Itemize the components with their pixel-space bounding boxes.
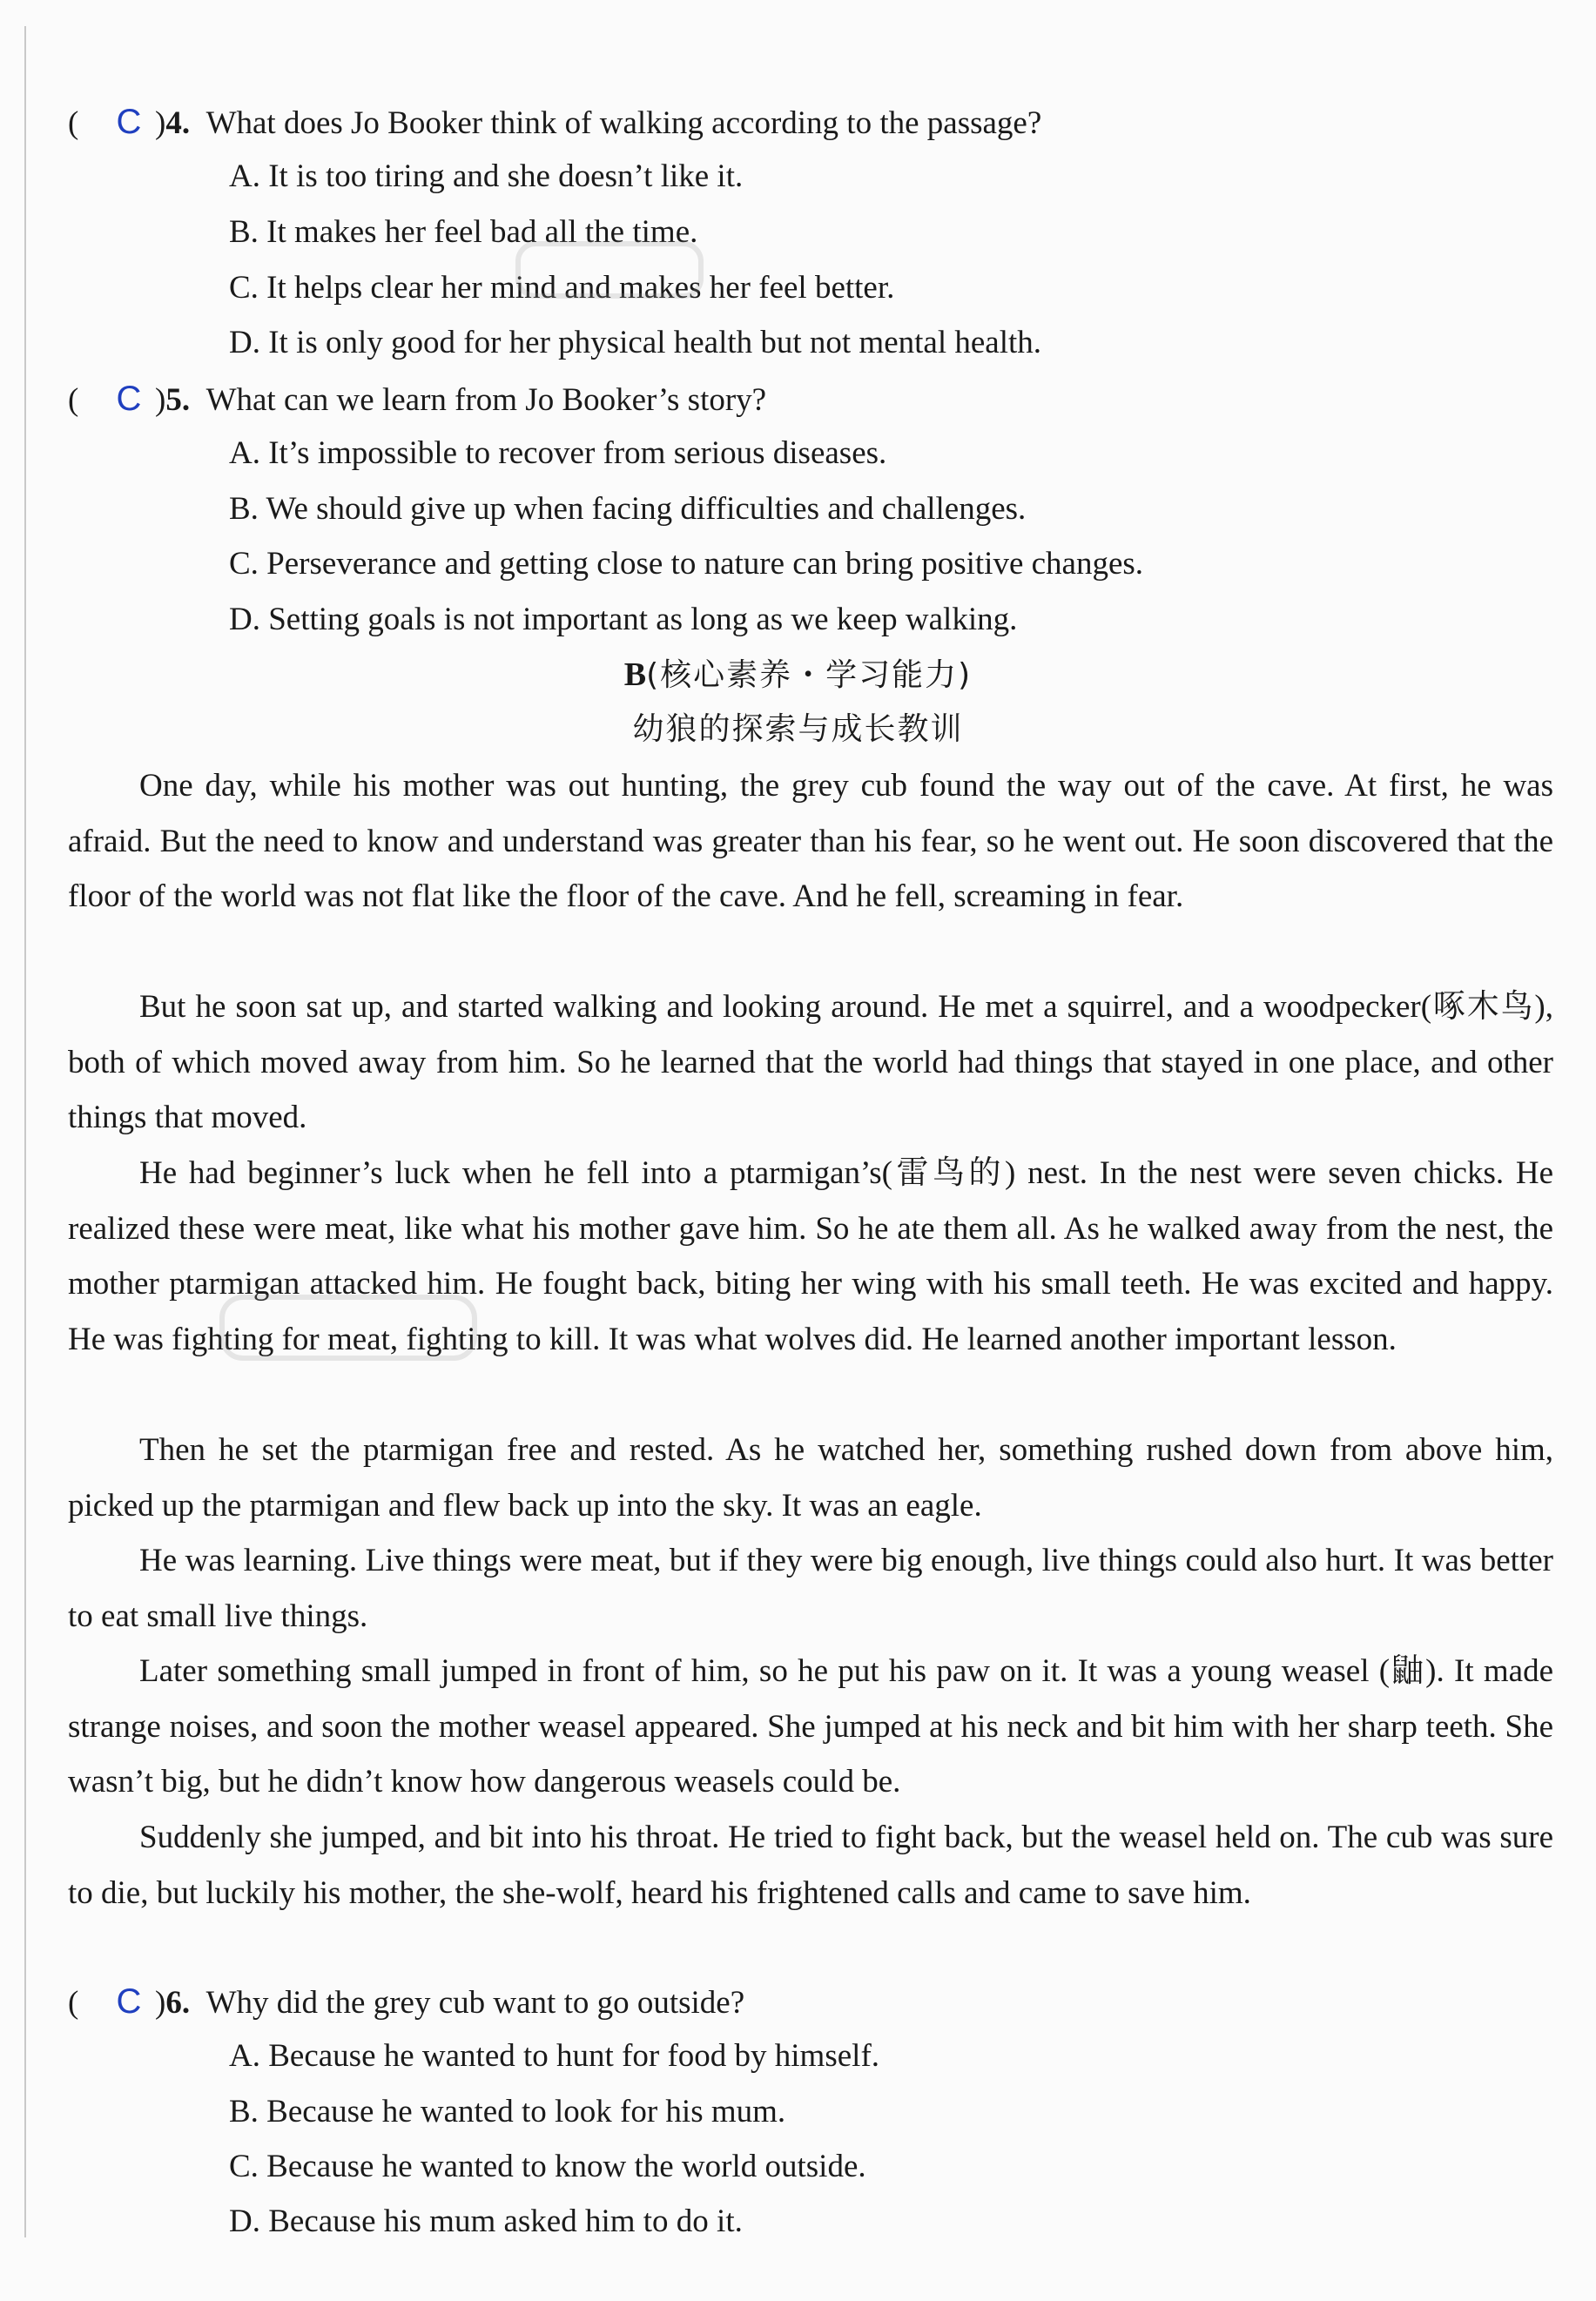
margin-line	[24, 26, 26, 2237]
option-4d: D. It is only good for her physical health but not mental health.	[229, 325, 1042, 360]
passage-paragraph-1: One day, while his mother was out hunting, the grey cub found the way out of the cave. At first, he was afraid. But the need to know and understand was greater than his fear, so he went out. He soon discovered that the floor of the world was not flat like the floor of the cave. And he fell, screaming in fear.	[68, 768, 1553, 914]
answer-paren-open: (	[68, 382, 79, 418]
passage-paragraph-6: Later something small jumped in front of him, so he put his paw on it. It was a young weasel (鼬). It made strange noises, and soon the mother weasel appeared. She jumped at his neck and bit him with her sharp teeth. She wasn’t big, but he didn’t know how dangerous weasels could be.	[68, 1653, 1553, 1800]
option-6a: A. Because he wanted to hunt for food by himself.	[229, 2038, 880, 2074]
answer-4: C	[116, 103, 142, 141]
option-4c: C. It helps clear her mind and makes her feel better.	[229, 270, 895, 306]
option-6c: C. Because he wanted to know the world outside.	[229, 2149, 866, 2184]
question-number: 4.	[165, 105, 191, 141]
passage-paragraph-2: But he soon sat up, and started walking and looking around. He met a squirrel, and a woodpecker(啄木鸟), both of which moved away from him. So he learned that the world had things that stayed in one place, and other things that moved.	[68, 989, 1553, 1135]
question-text: Why did the grey cub want to go outside?	[205, 1985, 745, 2021]
answer-paren-open: (	[68, 105, 79, 141]
question-number: 5.	[165, 382, 191, 418]
watermark-mark-1	[514, 235, 705, 305]
option-5a: A. It’s impossible to recover from serious diseases.	[229, 435, 887, 471]
option-5d: D. Setting goals is not important as long as we keep walking.	[229, 602, 1018, 637]
question-4	[68, 102, 1041, 144]
question-5	[68, 379, 766, 421]
section-title: 幼狼的探索与成长教训	[632, 711, 964, 747]
watermark-mark-2	[218, 1288, 479, 1367]
passage-paragraph-3: He had beginner’s luck when he fell into a ptarmigan’s(雷鸟的) nest. In the nest were seven chicks. He realized these were meat, like what his mother gave him. So he ate them all. As he walked away from the nest, the mother ptarmigan attacked him. He fought back, biting her wing with his small teeth. He was excited and happy. He was fighting for meat, fighting to kill. It was what wolves did. He learned another important lesson.	[68, 1155, 1553, 1357]
option-5c: C. Perseverance and getting close to nature can bring positive changes.	[229, 546, 1144, 582]
option-5b: B. We should give up when facing difficulties and challenges.	[229, 491, 1027, 527]
answer-paren-close: )	[155, 1985, 166, 2021]
question-text: What does Jo Booker think of walking according to the passage?	[205, 105, 1042, 141]
answer-paren-close: )	[155, 382, 166, 418]
passage-paragraph-7: Suddenly she jumped, and bit into his throat. He tried to fight back, but the weasel held on. The cub was sure to die, but luckily his mother, the she-wolf, heard his frightened calls and came to save him.	[68, 1820, 1553, 1911]
question-6	[68, 1981, 744, 2023]
question-number: 6.	[165, 1985, 191, 2021]
passage-paragraph-5: He was learning. Live things were meat, but if they were big enough, live things could also hurt. It was better to eat small live things.	[68, 1543, 1553, 1634]
passage-paragraph-4: Then he set the ptarmigan free and rested. As he watched her, something rushed down from above him, picked up the ptarmigan and flew back up into the sky. It was an eagle.	[68, 1432, 1553, 1524]
option-4b: B. It makes her feel bad all the time.	[229, 214, 698, 250]
option-6b: B. Because he wanted to look for his mum.	[229, 2094, 786, 2129]
option-4a: A. It is too tiring and she doesn’t like it.	[229, 158, 744, 194]
answer-paren-close: )	[155, 105, 166, 141]
section-heading	[0, 655, 1596, 696]
question-text: What can we learn from Jo Booker’s story?	[205, 382, 767, 418]
section-category: (核心素养・学习能力)	[646, 657, 973, 693]
answer-paren-open: (	[68, 1985, 79, 2021]
section-label: B	[623, 656, 647, 693]
answer-6: C	[116, 1982, 142, 2021]
answer-5: C	[116, 380, 142, 418]
option-6d: D. Because his mum asked him to do it.	[229, 2203, 743, 2239]
